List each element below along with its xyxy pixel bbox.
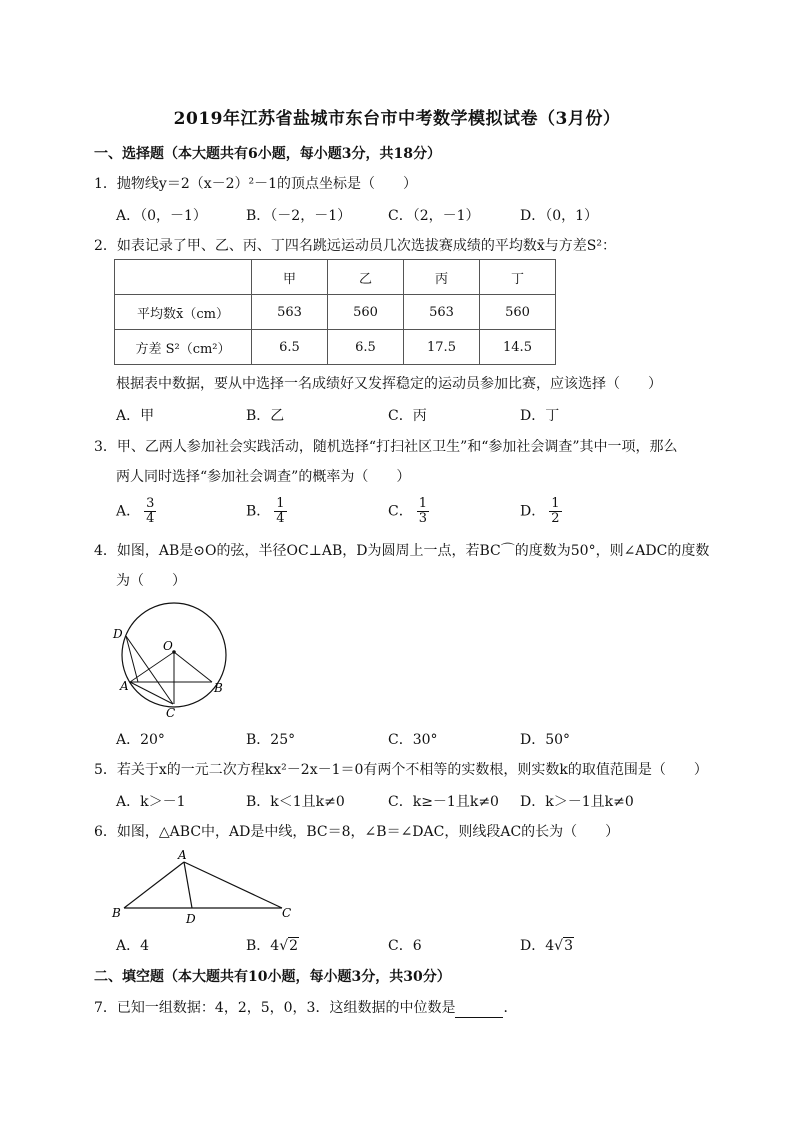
row-label: 方差 S²（cm²）: [115, 330, 252, 365]
radicand: 2: [289, 938, 299, 954]
label-o: O: [163, 639, 173, 653]
fraction: $\frac{3}{4}$: [146, 496, 155, 526]
table-header-cell: 丙: [404, 260, 480, 295]
question-1: 1．抛物线y＝2（x－2）²－1的顶点坐标是（ ）: [94, 176, 418, 192]
option-d: D．（0，1）: [520, 208, 599, 224]
option-c: C．k≥－1且k≠0: [388, 794, 499, 810]
option-c: C． $\frac{1}{3}$: [388, 496, 427, 526]
table-cell: 563: [252, 295, 328, 330]
label-d: D: [186, 912, 196, 926]
question-4-line-2: 为（ ）: [116, 573, 186, 589]
table-cell: 6.5: [252, 330, 328, 365]
option-b: B．k＜1且k≠0: [246, 794, 345, 810]
section-heading-fill: 二、填空题（本大题共有10小题，每小题3分，共30分）: [94, 969, 451, 985]
table-header-cell: 乙: [328, 260, 404, 295]
question-4-line-1: 4．如图，AB是⊙O的弦，半径OC⊥AB，D为圆周上一点，若BC⌒的度数为50°，则∠ADC的度数: [94, 543, 710, 559]
option-a: A．4: [116, 938, 150, 954]
option-b: B．4√2: [246, 938, 299, 954]
table-row: [115, 295, 556, 330]
segment-ac: [130, 682, 173, 704]
option-d: D．丁: [520, 408, 560, 424]
label-d: D: [113, 627, 123, 641]
section-heading-choice: 一、选择题（本大题共有6小题，每小题3分，共18分）: [94, 146, 441, 162]
option-a: A． $\frac{3}{4}$: [116, 496, 155, 526]
side-ac: [184, 862, 282, 908]
question-5-options: [116, 791, 676, 813]
table-header-row: [115, 260, 556, 295]
question-5: 5．若关于x的一元二次方程kx²－2x－1＝0有两个不相等的实数根，则实数k的取值范围是（ ）: [94, 762, 708, 778]
question-3-line-1: 3．甲、乙两人参加社会实践活动，随机选择“打扫社区卫生”和“参加社会调查”其中一项，那么: [94, 439, 678, 455]
option-a: A．（0，－1）: [116, 208, 207, 224]
option-d: D．k＞－1且k≠0: [520, 794, 634, 810]
table-row: [115, 330, 556, 365]
option-b: B． $\frac{1}{4}$: [246, 496, 285, 526]
question-3-line-2: 两人同时选择“参加社会调查”的概率为（ ）: [116, 469, 411, 485]
score-table: [114, 259, 556, 365]
question-1-options: [116, 205, 676, 227]
question-2: 2．如表记录了甲、乙、丙、丁四名跳远运动员几次选拔赛成绩的平均数x̄与方差S²：: [94, 238, 617, 254]
table-cell: 6.5: [328, 330, 404, 365]
option-d: D． $\frac{1}{2}$: [520, 496, 560, 526]
fraction: $\frac{1}{4}$: [276, 496, 285, 526]
triangle-figure: [108, 846, 298, 926]
option-c: C．丙: [388, 408, 427, 424]
circle-figure: [108, 600, 238, 720]
question-7: 7．已知一组数据：4，2，5，0，3．这组数据的中位数是 ．: [94, 1000, 518, 1016]
option-a: A．甲: [116, 408, 155, 424]
option-c: C．30°: [388, 732, 438, 748]
question-6: 6．如图，△ABC中，AD是中线，BC＝8，∠B＝∠DAC，则线段AC的长为（ ）: [94, 824, 620, 840]
fraction: $\frac{1}{2}$: [551, 496, 560, 526]
question-4-options: [116, 729, 676, 751]
option-a: A．k＞－1: [116, 794, 186, 810]
segment-oa: [130, 652, 174, 682]
table-header-cell: [115, 260, 252, 295]
option-a: A．20°: [116, 732, 165, 748]
segment-ob: [174, 652, 212, 682]
fraction: $\frac{1}{3}$: [418, 496, 427, 526]
table-cell: 560: [328, 295, 404, 330]
option-c: C．6: [388, 938, 422, 954]
label-a: A: [120, 679, 129, 693]
table-cell: 14.5: [480, 330, 556, 365]
label-b: B: [214, 681, 223, 695]
segment-da: [126, 636, 138, 682]
question-3-options: [116, 497, 676, 531]
label-c: C: [166, 706, 176, 720]
radicand: 3: [564, 938, 573, 954]
page-title: 2019年江苏省盐城市东台市中考数学模拟试卷（3月份）: [173, 109, 621, 129]
question-6-options: [116, 935, 676, 957]
option-d: D．50°: [520, 732, 571, 748]
label-a: A: [178, 848, 187, 862]
table-cell: 17.5: [404, 330, 480, 365]
option-c: C．（2，－1）: [388, 208, 480, 224]
option-b: B．乙: [246, 408, 285, 424]
option-b: B．25°: [246, 732, 296, 748]
table-header-cell: 丁: [480, 260, 556, 295]
table-header-cell: 甲: [252, 260, 328, 295]
option-b: B．（－2，－1）: [246, 208, 352, 224]
table-cell: 563: [404, 295, 480, 330]
side-ab: [124, 862, 184, 908]
row-label: 平均数x̄（cm）: [115, 295, 252, 330]
label-c: C: [282, 906, 292, 920]
option-d: D．4√3: [520, 938, 573, 954]
answer-blank[interactable]: [455, 1003, 503, 1018]
table-cell: 560: [480, 295, 556, 330]
label-b: B: [112, 906, 121, 920]
median-ad: [184, 862, 192, 908]
question-2-followup: 根据表中数据，要从中选择一名成绩好又发挥稳定的运动员参加比赛，应该选择（ ）: [116, 376, 662, 392]
question-2-options: [116, 405, 676, 427]
